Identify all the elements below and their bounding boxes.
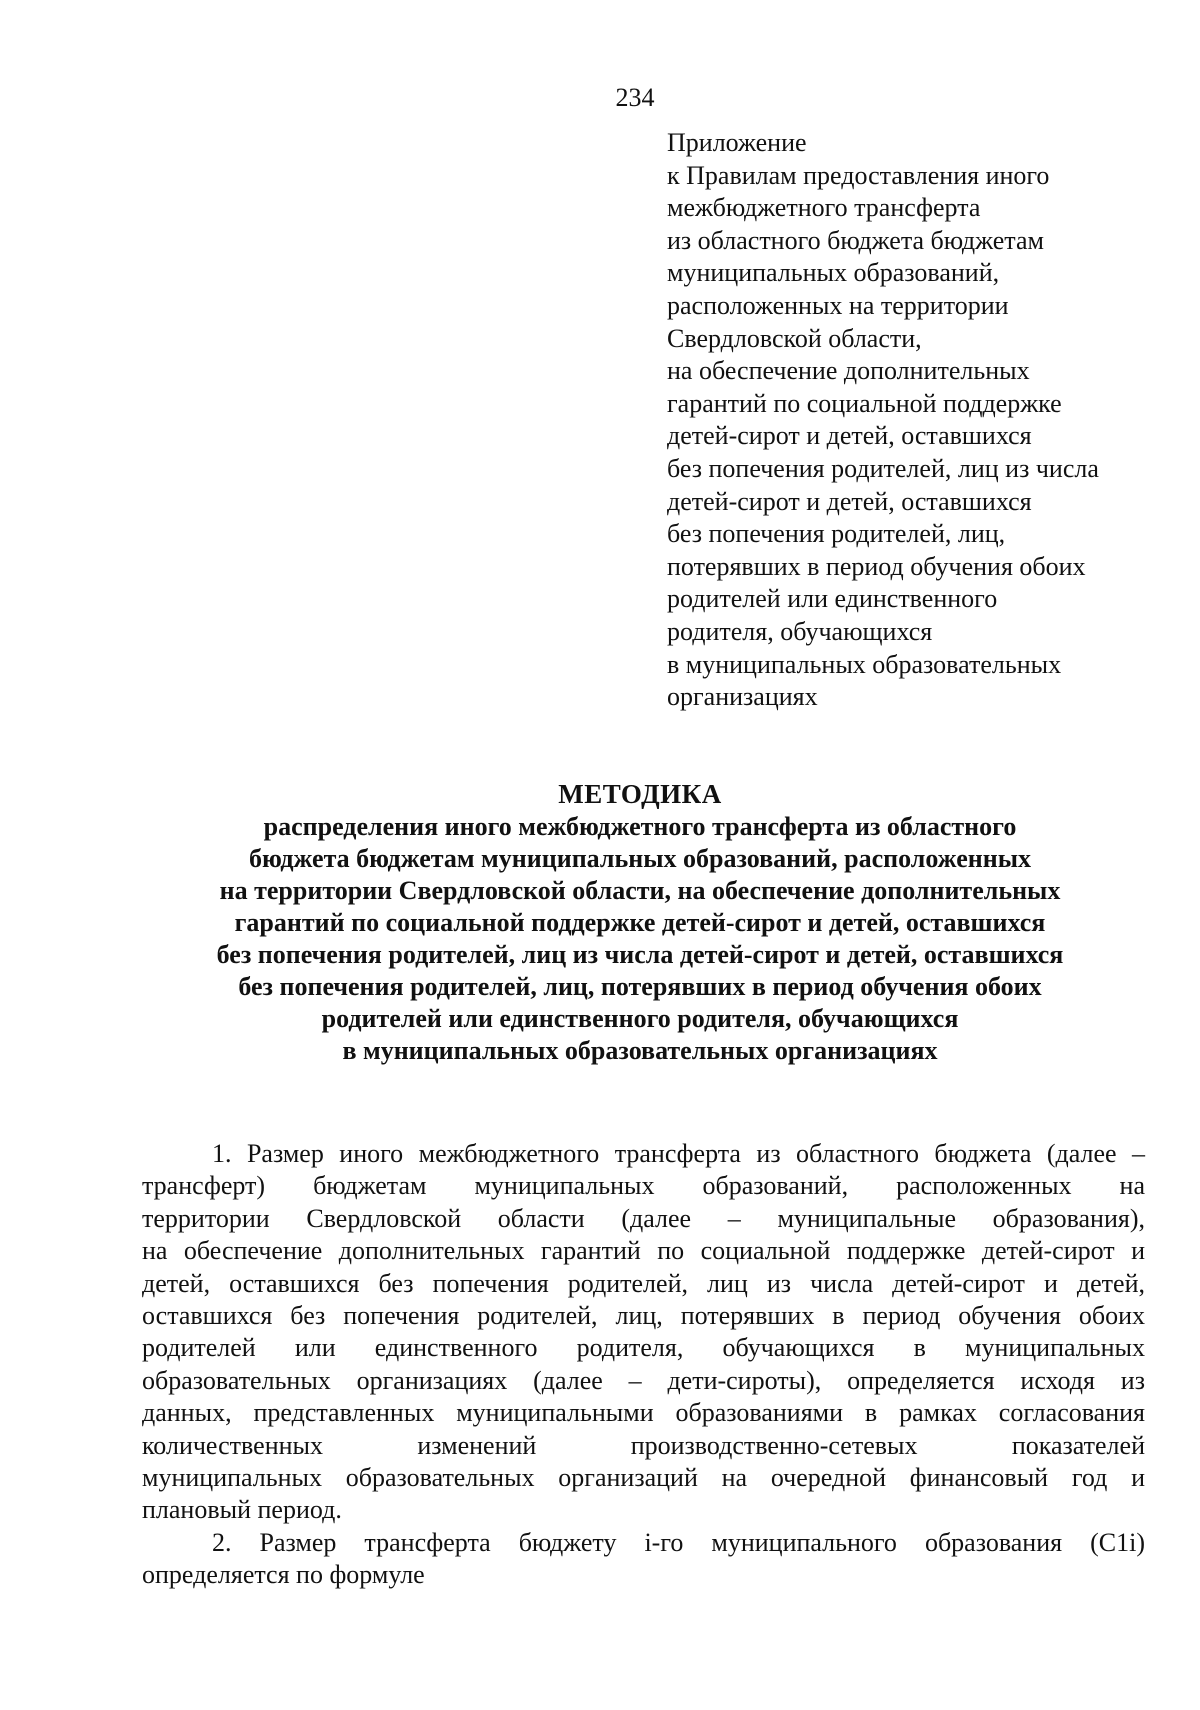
paragraph-line: оставшихся без попечения родителей, лиц, потерявших в период обучения обоих xyxy=(142,1301,1145,1331)
appendix-line: организациях xyxy=(667,682,818,712)
title-heading: МЕТОДИКА xyxy=(558,779,722,809)
title-line: родителей или единственного родителя, обучающихся xyxy=(321,1004,959,1033)
title-line: распределения иного межбюджетного трансферта из областного xyxy=(263,812,1017,841)
appendix-line: детей-сирот и детей, оставшихся xyxy=(667,421,1032,451)
appendix-line: без попечения родителей, лиц из числа xyxy=(667,453,1099,483)
appendix-line: гарантий по социальной поддержке xyxy=(667,388,1062,418)
title-line: бюджета бюджетам муниципальных образований, расположенных xyxy=(249,844,1031,873)
paragraph-2 xyxy=(142,1527,1145,1592)
appendix-line: потерявших в период обучения обоих xyxy=(667,551,1086,581)
appendix-line: Приложение xyxy=(667,128,807,157)
paragraph-line: детей, оставшихся без попечения родителей, лиц из числа детей-сирот и детей, xyxy=(142,1268,1145,1298)
appendix-note xyxy=(667,127,1187,714)
appendix-line: без попечения родителей, лиц, xyxy=(667,519,1006,549)
paragraph-line: муниципальных образовательных организаций на очередной финансовый год и xyxy=(142,1463,1145,1493)
page-number: 234 xyxy=(615,83,655,112)
paragraph-line: 1. Размер иного межбюджетного трансферта из областного бюджета (далее – xyxy=(212,1139,1145,1168)
appendix-line: родителя, обучающихся xyxy=(667,616,933,646)
appendix-line: к Правилам предоставления иного xyxy=(667,160,1050,190)
paragraph-line: родителей или единственного родителя, обучающихся в муниципальных xyxy=(142,1333,1145,1363)
paragraph-line: территории Свердловской области (далее – муниципальные образования), xyxy=(142,1203,1145,1233)
title-line: в муниципальных образовательных организациях xyxy=(342,1036,938,1065)
paragraph-line: количественных изменений производственно-сетевых показателей xyxy=(142,1430,1145,1460)
paragraph-line: определяется по формуле xyxy=(142,1560,425,1590)
paragraph-line: плановый период. xyxy=(142,1495,342,1525)
appendix-line: из областного бюджета бюджетам xyxy=(667,225,1044,255)
appendix-line: Свердловской области, xyxy=(667,323,922,353)
appendix-line: в муниципальных образовательных xyxy=(667,649,1062,679)
appendix-line: на обеспечение дополнительных xyxy=(667,356,1030,386)
title-line: на территории Свердловской области, на обеспечение дополнительных xyxy=(219,876,1061,905)
appendix-line: расположенных на территории xyxy=(667,290,1009,320)
appendix-line: детей-сирот и детей, оставшихся xyxy=(667,486,1032,516)
paragraph-line: трансферт) бюджетам муниципальных образований, расположенных на xyxy=(142,1171,1145,1201)
paragraph-line: данных, представленных муниципальными образованиями в рамках согласования xyxy=(142,1398,1145,1428)
paragraph-line: 2. Размер трансферта бюджету i-го муниципального образования (С1i) xyxy=(212,1527,1145,1557)
appendix-line: межбюджетного трансферта xyxy=(667,193,981,223)
appendix-line: родителей или единственного xyxy=(667,584,998,614)
paragraph-line: образовательных организациях (далее – дети-сироты), определяется исходя из xyxy=(142,1365,1145,1395)
title-line: гарантий по социальной поддержке детей-сирот и детей, оставшихся xyxy=(234,908,1046,937)
appendix-line: муниципальных образований, xyxy=(667,258,1000,288)
title-line: без попечения родителей, лиц, потерявших в период обучения обоих xyxy=(238,972,1042,1001)
paragraph-line: на обеспечение дополнительных гарантий по социальной поддержке детей-сирот и xyxy=(142,1236,1145,1266)
body-text xyxy=(142,1138,1145,1592)
title-line: без попечения родителей, лиц из числа детей-сирот и детей, оставшихся xyxy=(216,940,1064,969)
document-title xyxy=(140,778,1140,1067)
paragraph-1 xyxy=(142,1138,1145,1527)
